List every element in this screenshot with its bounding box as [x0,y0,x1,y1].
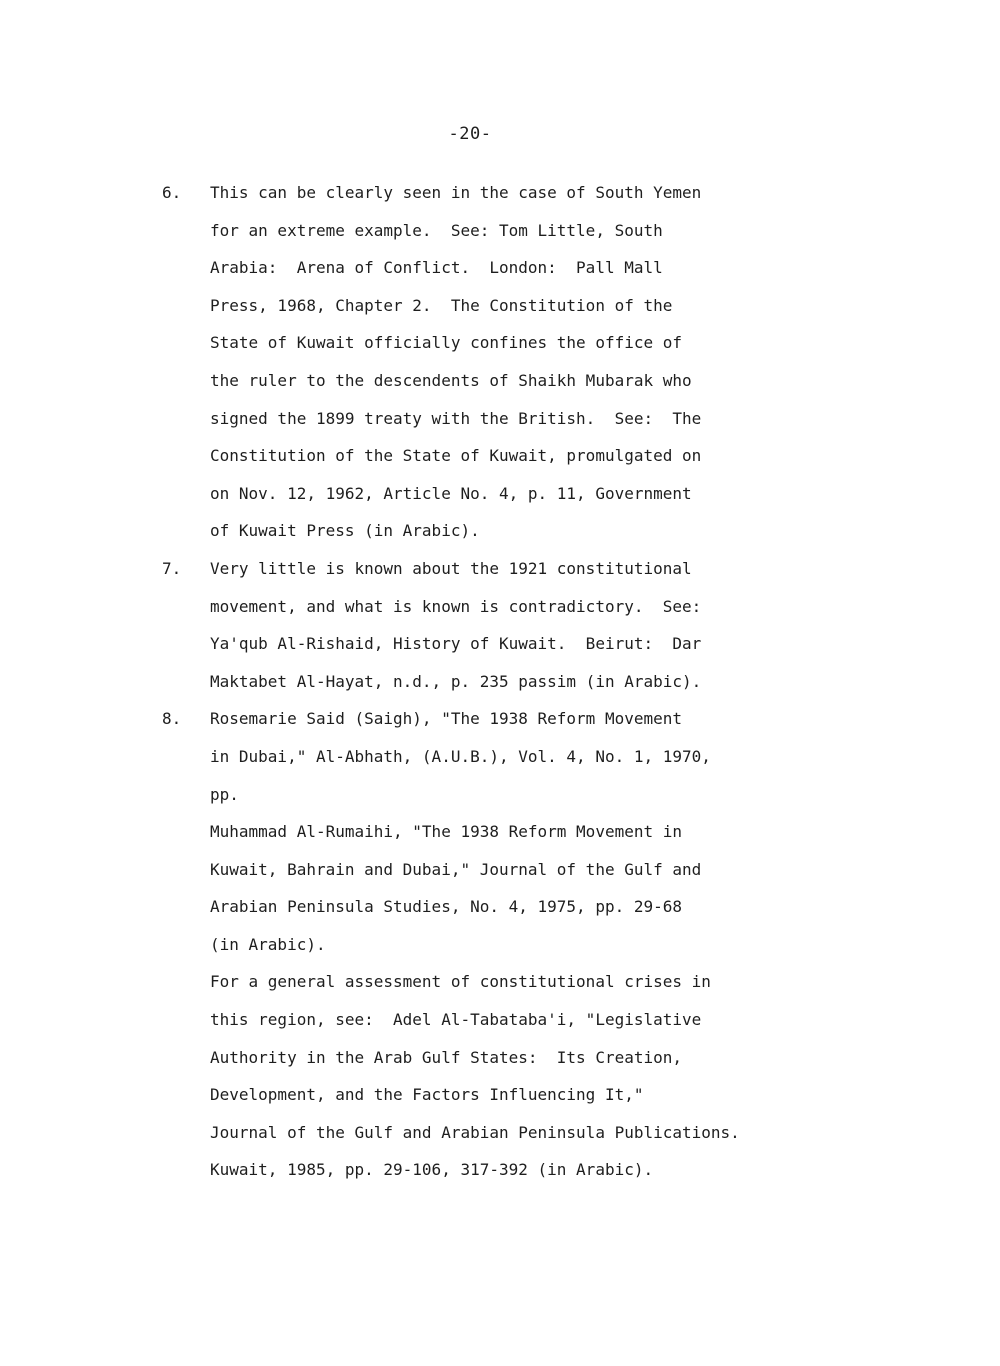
note-line: Constitution of the State of Kuwait, promulgated on [210,446,702,466]
note-line: Maktabet Al-Hayat, n.d., p. 235 passim (in Arabic). [210,671,702,691]
note-line: Kuwait, Bahrain and Dubai," Journal of the Gulf and [210,859,702,879]
endnote-6 [162,174,862,550]
note-number: 8. [162,709,182,729]
note-line: This can be clearly seen in the case of South Yemen [210,183,702,202]
note-line: Kuwait, 1985, pp. 29-106, 317-392 (in Arabic). [210,1160,654,1180]
note-line: for an extreme example. See: Tom Little, South [210,220,663,240]
note-line: Arabian Peninsula Studies, No. 4, 1975, pp. 29-68 [210,897,683,917]
note-line: Journal of the Gulf and Arabian Peninsula Publications. [210,1122,740,1142]
note-number: 6. [162,183,182,202]
note-line: this region, see: Adel Al-Tabataba'i, "Legislative [210,1010,702,1030]
note-line: State of Kuwait officially confines the office of [210,333,683,353]
endnotes-list [162,174,862,1189]
note-line: Muhammad Al-Rumaihi, "The 1938 Reform Movement in [210,822,683,842]
note-line: Press, 1968, Chapter 2. The Constitution of the [210,295,673,315]
note-line: (in Arabic). [210,934,326,954]
note-line: Authority in the Arab Gulf States: Its Creation, [210,1047,683,1067]
note-number: 7. [162,558,182,578]
note-line: Development, and the Factors Influencing It," [210,1085,644,1105]
note-line: the ruler to the descendents of Shaikh Mubarak who [210,370,692,390]
note-line: Very little is known about the 1921 constitutional [210,558,692,578]
note-line: For a general assessment of constitutional crises in [210,972,711,992]
note-line: of Kuwait Press (in Arabic). [210,521,480,541]
note-line: Rosemarie Said (Saigh), "The 1938 Reform Movement [210,709,683,729]
note-line: in Dubai," Al-Abhath, (A.U.B.), Vol. 4, No. 1, 1970, [210,746,711,766]
endnote-7 [162,550,862,700]
page-number: -20- [448,124,492,144]
note-line: signed the 1899 treaty with the British. See: The [210,408,702,428]
note-line: pp. [210,784,239,804]
note-line: movement, and what is known is contradictory. See: [210,596,702,616]
note-line: on Nov. 12, 1962, Article No. 4, p. 11, Government [210,483,692,503]
note-line: Arabia: Arena of Conflict. London: Pall Mall [210,258,663,278]
note-line: Ya'qub Al-Rishaid, History of Kuwait. Beirut: Dar [210,634,702,654]
endnote-8 [162,700,862,1189]
